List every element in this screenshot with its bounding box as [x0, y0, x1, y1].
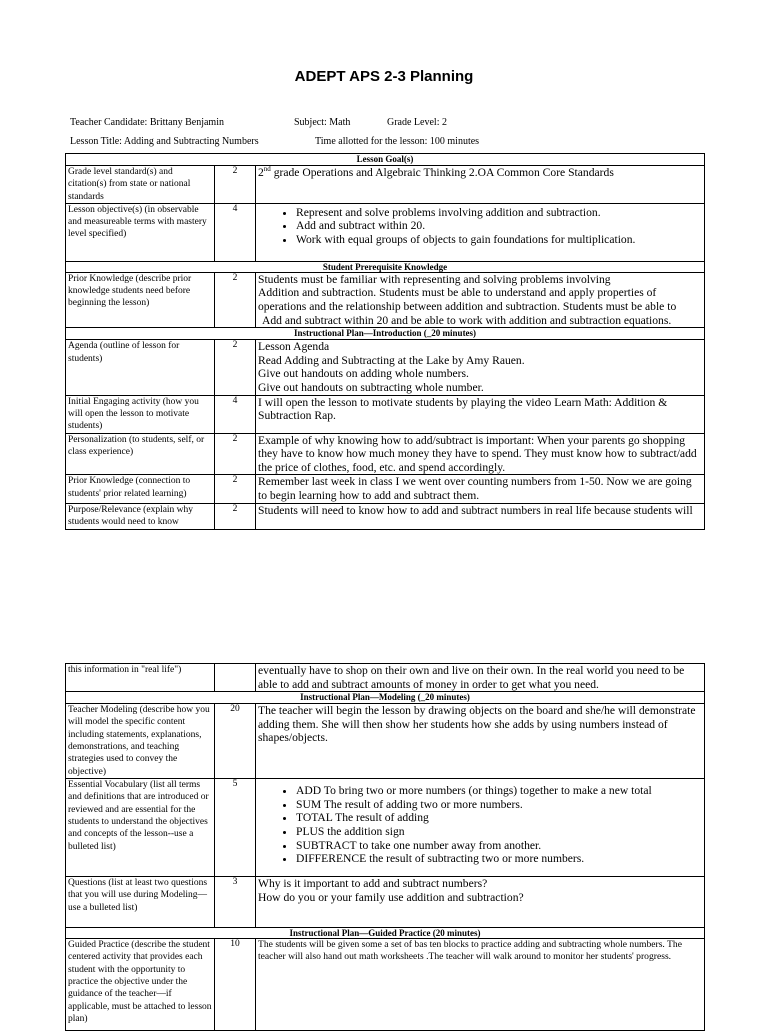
row-label: this information in "real life") — [66, 664, 215, 692]
page-title: ADEPT APS 2-3 Planning — [294, 68, 474, 85]
list-item: • TOTAL The result of adding — [296, 811, 702, 825]
table-row — [66, 664, 705, 692]
standards-content: 2nd grade Operations and Algebraic Thinking 2.OA Common Core Standards — [256, 166, 705, 204]
agenda-content: Lesson Agenda Read Adding and Subtracting at the Lake by Amy Rauen. Give out handouts on adding whole numbers. Give out handouts on subtracting whole number. — [256, 340, 705, 395]
list-item: • Represent and solve problems involving addition and subtraction. — [296, 206, 702, 220]
table-row — [66, 340, 705, 395]
teacher-candidate: Teacher Candidate: Brittany Benjamin — [70, 117, 224, 128]
row-points: 2 — [215, 340, 256, 395]
table-row — [66, 166, 705, 204]
guided-practice-header: Instructional Plan—Guided Practice (20 minutes) — [66, 928, 705, 939]
row-points: 5 — [215, 779, 256, 877]
list-item: • SUBTRACT to take one number away from another. — [296, 839, 702, 853]
list-item: • SUM The result of adding two or more numbers. — [296, 798, 702, 812]
row-points: 4 — [215, 395, 256, 433]
table-row — [66, 433, 705, 475]
vocabulary-content — [256, 779, 705, 877]
table-row — [66, 395, 705, 433]
row-points: 2 — [215, 503, 256, 529]
prerequisite-header: Student Prerequisite Knowledge — [66, 261, 705, 272]
row-label: Prior Knowledge (connection to students' prior related learning) — [66, 475, 215, 503]
time-allotted: Time allotted for the lesson: 100 minutes — [315, 136, 480, 147]
row-label: Purpose/Relevance (explain why students would need to know — [66, 503, 215, 529]
lesson-title: Lesson Title: Adding and Subtracting Numbers — [70, 136, 259, 147]
prior-knowledge-content: Students must be familiar with representing and solving problems involving Addition and subtraction. Students must be able to understand and apply properties of operations and the relationship between addition and subtraction. Students must be able to Add and subtract within 20 and be able to work with addition and subtraction equations. — [256, 272, 705, 327]
row-points — [215, 664, 256, 692]
objectives-content — [256, 203, 705, 261]
grade-level: Grade Level: 2 — [387, 117, 447, 128]
questions-content: Why is it important to add and subtract numbers? How do you or your family use addition and subtraction? — [256, 877, 705, 928]
table-row — [66, 475, 705, 503]
purpose-continued-content: eventually have to shop on their own and live on their own. In the real world you need to be able to add and subtract amounts of money in order to get what you need. — [256, 664, 705, 692]
guided-practice-content: The students will be given some a set of bas ten blocks to practice adding and subtracting whole numbers. The teacher will also hand out math worksheets .The teacher will walk around to monitor her students' progress. — [256, 939, 705, 1031]
row-points: 4 — [215, 203, 256, 261]
table-row — [66, 779, 705, 877]
modeling-header: Instructional Plan—Modeling (_20 minutes) — [66, 692, 705, 704]
row-points: 2 — [215, 272, 256, 327]
introduction-header: Instructional Plan—Introduction (_20 minutes) — [66, 328, 705, 340]
table-row — [66, 272, 705, 327]
lesson-plan-table-page-2 — [65, 663, 705, 1031]
table-row — [66, 704, 705, 779]
row-label: Essential Vocabulary (list all terms and definitions that are introduced or reviewed and are essential for the students to understand the objectives and concepts of the lesson--use a bulleted list) — [66, 779, 215, 877]
row-label: Prior Knowledge (describe prior knowledge students need before beginning the lesson) — [66, 272, 215, 327]
list-item: • Work with equal groups of objects to gain foundations for multiplication. — [296, 233, 702, 247]
row-points: 3 — [215, 877, 256, 928]
row-label: Grade level standard(s) and citation(s) from state or national standards — [66, 166, 215, 204]
row-label: Guided Practice (describe the student centered activity that provides each student with the opportunity to practice the objective under the guidance of the teacher—if applicable, must be attached to lesson plan) — [66, 939, 215, 1031]
row-label: Personalization (to students, self, or class experience) — [66, 433, 215, 475]
list-item: • PLUS the addition sign — [296, 825, 702, 839]
row-points: 2 — [215, 475, 256, 503]
personalization-content: Example of why knowing how to add/subtract is important: When your parents go shopping they have to know how much money they have to spend. They must know how to subtract/add the price of clothes, food, etc. and spend accordingly. — [256, 433, 705, 475]
table-row — [66, 939, 705, 1031]
subject: Subject: Math — [294, 117, 351, 128]
row-label: Lesson objective(s) (in observable and measureable terms with mastery level specified) — [66, 203, 215, 261]
row-points: 20 — [215, 704, 256, 779]
lesson-goals-header: Lesson Goal(s) — [66, 154, 705, 166]
engaging-content: I will open the lesson to motivate students by playing the video Learn Math: Addition & Subtraction Rap. — [256, 395, 705, 433]
row-label: Teacher Modeling (describe how you will model the specific content including statements, explanations, demonstrations, and teaching strategies used to convey the objective) — [66, 704, 215, 779]
row-points: 2 — [215, 433, 256, 475]
prior-connection-content: Remember last week in class I we went over counting numbers from 1-50. Now we are going to begin learning how to add and subtract them. — [256, 475, 705, 503]
list-item: • ADD To bring two or more numbers (or things) together to make a new total — [296, 784, 702, 798]
table-row — [66, 203, 705, 261]
table-row — [66, 503, 705, 529]
modeling-content: The teacher will begin the lesson by drawing objects on the board and she/he will demonstrate adding them. She will then show her students how she adds by using numbers instead of shapes/objects. — [256, 704, 705, 779]
lesson-plan-table-page-1 — [65, 153, 705, 530]
row-points: 10 — [215, 939, 256, 1031]
row-label: Agenda (outline of lesson for students) — [66, 340, 215, 395]
table-row — [66, 877, 705, 928]
row-label: Initial Engaging activity (how you will open the lesson to motivate students) — [66, 395, 215, 433]
list-item: • Add and subtract within 20. — [296, 219, 702, 233]
purpose-content: Students will need to know how to add and subtract numbers in real life because students will — [256, 503, 705, 529]
row-points: 2 — [215, 166, 256, 204]
list-item: • DIFFERENCE the result of subtracting two or more numbers. — [296, 852, 702, 866]
row-label: Questions (list at least two questions that you will use during Modeling—use a bulleted list) — [66, 877, 215, 928]
